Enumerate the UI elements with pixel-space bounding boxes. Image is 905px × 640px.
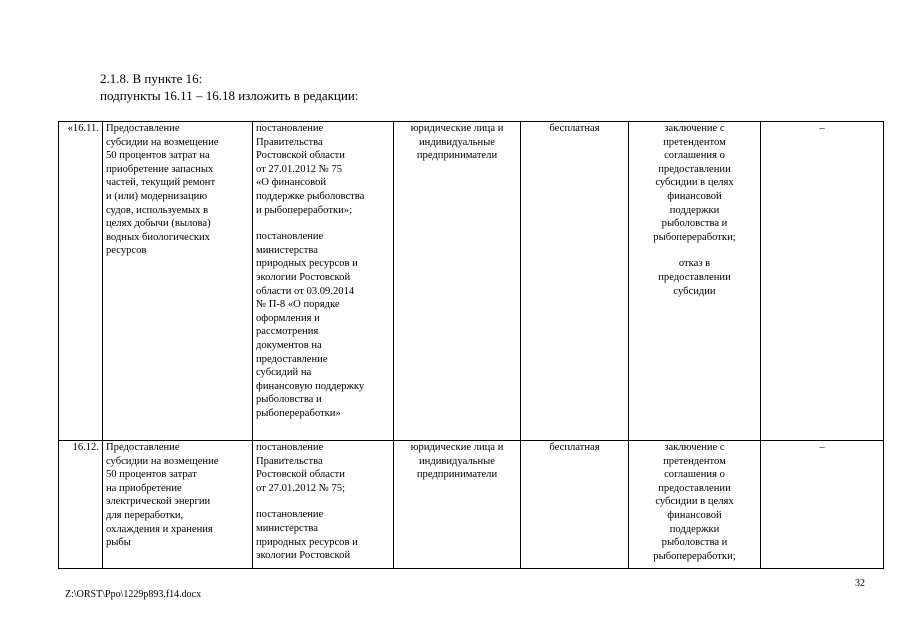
legal-basis-line: Правительства xyxy=(256,455,323,467)
legal-basis-line: № П-8 «О порядке xyxy=(256,299,340,311)
page-number: 32 xyxy=(855,578,865,589)
service-name-cell xyxy=(103,441,253,569)
service-name-line: 50 процентов затрат на xyxy=(106,150,210,162)
service-name-line: ресурсов xyxy=(106,245,147,257)
legal-basis-line: постановление xyxy=(256,509,324,521)
service-name-cell xyxy=(103,122,253,441)
applicants-line: предприниматели xyxy=(416,469,498,481)
legal-basis-line: субсидий на xyxy=(256,367,312,379)
fee-cell: бесплатная xyxy=(521,441,629,569)
services-table xyxy=(58,121,884,569)
heading-line-2: подпункты 16.11 – 16.18 изложить в редакции: xyxy=(100,88,359,103)
legal-basis-line: от 27.01.2012 № 75 xyxy=(256,163,343,175)
legal-basis-line: министерства xyxy=(256,522,318,534)
legal-basis-line: Ростовской области xyxy=(256,469,345,481)
legal-basis-line: постановление xyxy=(256,123,324,134)
notes-cell: – xyxy=(761,122,884,441)
service-name-line: рыбы xyxy=(106,537,131,549)
item-number-cell: 16.12. xyxy=(59,441,103,569)
legal-basis-line: природных ресурсов и xyxy=(256,536,358,548)
service-name-line: целях добычи (вылова) xyxy=(106,218,211,230)
applicants-line: юридические лица и xyxy=(410,442,504,453)
result-line: претендентом xyxy=(663,136,726,148)
notes-cell: – xyxy=(761,441,884,569)
result-line: соглашения о xyxy=(664,469,725,481)
legal-basis-line: рыбопереработки» xyxy=(256,407,341,419)
service-name-line: электрической энергии xyxy=(106,496,211,508)
service-name-line: приобретение запасных xyxy=(106,163,214,175)
applicants-line: индивидуальные xyxy=(418,455,496,467)
service-name-line: субсидии на возмещение xyxy=(106,455,219,467)
legal-basis-line: документов на xyxy=(256,339,322,351)
legal-basis-line: Ростовской области xyxy=(256,150,345,162)
legal-basis-line: экологии Ростовской xyxy=(256,550,351,562)
service-name-line: на приобретение xyxy=(106,482,182,494)
applicants-line: индивидуальные xyxy=(418,136,496,148)
applicants-cell xyxy=(394,441,521,569)
result-line: финансовой xyxy=(667,509,722,521)
file-path: Z:\ORST\Ppo\1229p893.f14.docx xyxy=(65,589,202,600)
result-line: рыболовства и xyxy=(661,537,728,549)
legal-basis-line: природных ресурсов и xyxy=(256,258,358,270)
paragraph-gap xyxy=(256,495,390,508)
result-line: заключение с xyxy=(664,123,725,134)
result-line: рыбопереработки; xyxy=(653,231,736,243)
section-heading xyxy=(100,70,358,104)
legal-basis-line: рыболовства и xyxy=(256,394,322,406)
legal-basis-line: рассмотрения xyxy=(256,326,319,338)
result-line: рыболовства и xyxy=(661,218,728,230)
result-line: поддержки xyxy=(669,523,720,535)
service-name-line: субсидии на возмещение xyxy=(106,136,219,148)
legal-basis-line: и рыбопереработки»; xyxy=(256,204,353,216)
result-line: субсидии в целях xyxy=(655,177,734,189)
result-line: заключение с xyxy=(664,442,725,453)
result-line: рыбопереработки; xyxy=(653,550,736,562)
legal-basis-line: министерства xyxy=(256,244,318,256)
service-name-line: 50 процентов затрат xyxy=(106,469,197,481)
result-line: предоставлении xyxy=(658,482,731,494)
legal-basis-line: предоставление xyxy=(256,353,328,365)
fee-cell: бесплатная xyxy=(521,122,629,441)
legal-basis-cell xyxy=(253,441,394,569)
result-line: субсидии в целях xyxy=(655,496,734,508)
table-row xyxy=(59,441,884,569)
legal-basis-line: области от 03.09.2014 xyxy=(256,285,355,297)
item-number-cell: «16.11. xyxy=(59,122,103,441)
service-name-line: Предоставление xyxy=(106,123,180,134)
legal-basis-cell xyxy=(253,122,394,441)
service-name-line: водных биологических xyxy=(106,231,210,243)
service-name-line: охлаждения и хранения xyxy=(106,523,213,535)
table-row xyxy=(59,122,884,441)
result-line: поддержки xyxy=(669,204,720,216)
service-name-line: частей, текущий ремонт xyxy=(106,177,216,189)
result-line: финансовой xyxy=(667,190,722,202)
applicants-cell xyxy=(394,122,521,441)
legal-basis-line: экологии Ростовской xyxy=(256,271,351,283)
result-line: претендентом xyxy=(663,455,726,467)
legal-basis-line: Правительства xyxy=(256,136,323,148)
result-cell xyxy=(629,441,761,569)
paragraph-gap xyxy=(256,217,390,230)
heading-line-1: 2.1.8. В пункте 16: xyxy=(100,71,203,86)
result-line: субсидии xyxy=(673,285,716,297)
paragraph-gap xyxy=(632,244,757,257)
applicants-line: юридические лица и xyxy=(410,123,504,134)
result-line: отказ в xyxy=(678,258,711,270)
result-cell xyxy=(629,122,761,441)
legal-basis-line: постановление xyxy=(256,442,324,453)
service-name-line: и (или) модернизацию xyxy=(106,190,208,202)
result-line: предоставлении xyxy=(658,271,731,283)
applicants-line: предприниматели xyxy=(416,150,498,162)
legal-basis-line: постановление xyxy=(256,231,324,243)
result-line: предоставлении xyxy=(658,163,731,175)
service-name-line: судов, используемых в xyxy=(106,204,209,216)
service-name-line: Предоставление xyxy=(106,442,180,453)
legal-basis-line: от 27.01.2012 № 75; xyxy=(256,482,346,494)
legal-basis-line: «О финансовой xyxy=(256,177,327,189)
legal-basis-line: поддержке рыболовства xyxy=(256,190,365,202)
legal-basis-line: финансовую поддержку xyxy=(256,380,365,392)
result-line: соглашения о xyxy=(664,150,725,162)
service-name-line: для переработки, xyxy=(106,509,184,521)
legal-basis-line: оформления и xyxy=(256,312,320,324)
